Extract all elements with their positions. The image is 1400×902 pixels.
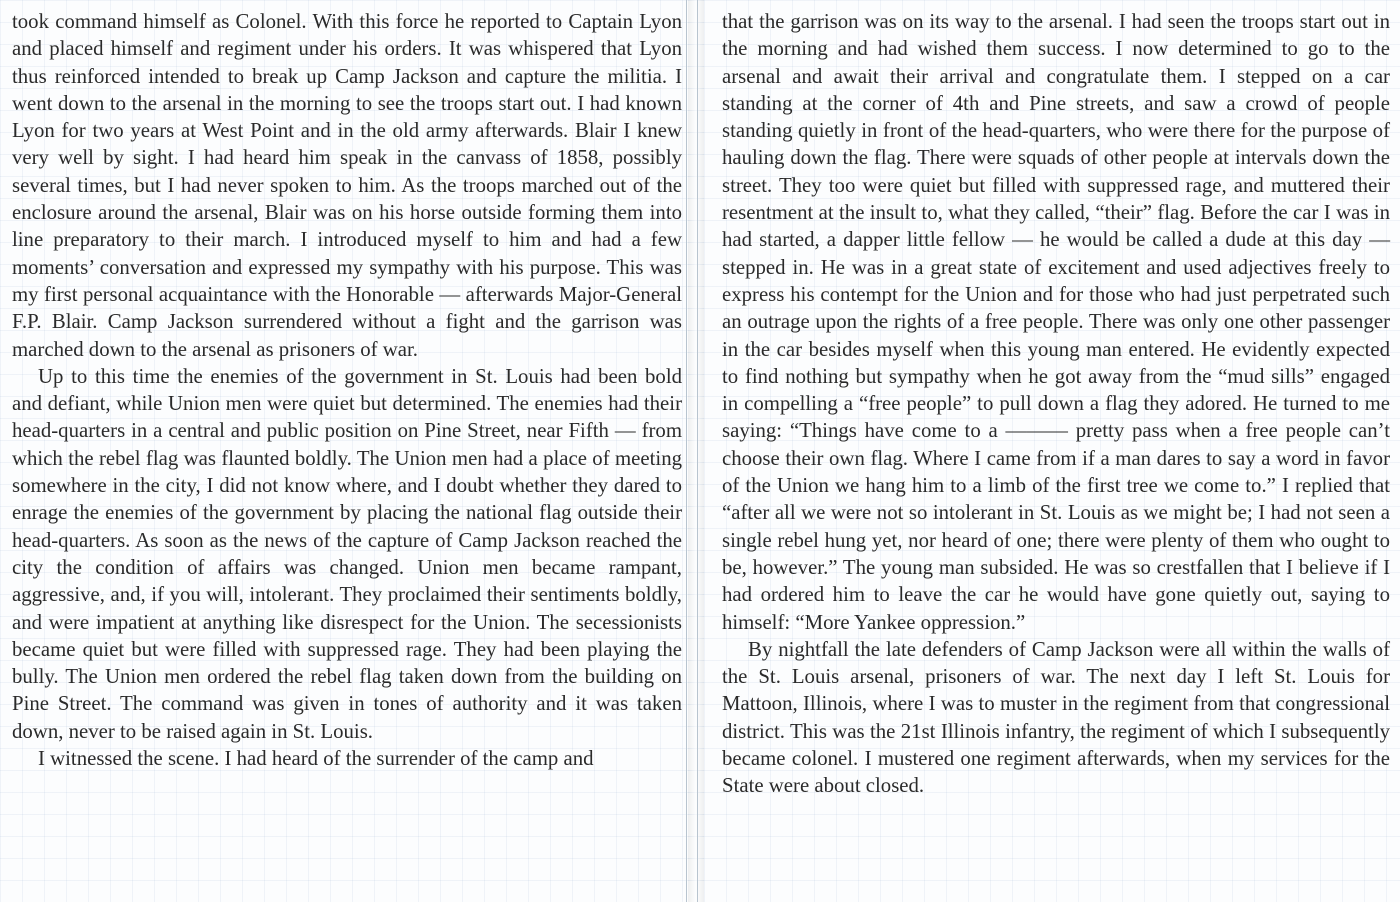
book-gutter xyxy=(688,0,704,902)
right-text-column xyxy=(722,8,1390,800)
paragraph: took command himself as Colonel. With this force he reported to Captain Lyon and placed himself and regiment under his orders. It was whispered that Lyon thus reinforced intended to break up Camp Jackson and capture the militia. I went down to the arsenal in the morning to see the troops start out. I had known Lyon for two years at West Point and in the old army afterwards. Blair I knew very well by sight. I had heard him speak in the canvass of 1858, possibly several times, but I had never spoken to him. As the troops marched out of the enclosure around the arsenal, Blair was on his horse outside forming them into line preparatory to their march. I introduced myself to him and had a few moments’ conversation and expressed my sympathy with his purpose. This was my first personal acquaintance with the Honorable — afterwards Major-General F.P. Blair. Camp Jackson surrendered without a fight and the garrison was marched down to the arsenal as prisoners of war. xyxy=(12,10,682,361)
left-text-column xyxy=(12,8,682,772)
left-page-edge xyxy=(686,0,687,902)
right-page-edge xyxy=(697,0,698,902)
paragraph: Up to this time the enemies of the government in St. Louis had been bold and defiant, while Union men were quiet but determined. The enemies had their head-quarters in a central and public position on Pine Street, near Fifth — from which the rebel flag was flaunted boldly. The Union men had a place of meeting somewhere in the city, I did not know where, and I doubt whether they dared to enrage the enemies of the government by placing the national flag outside their head-quarters. As soon as the news of the capture of Camp Jackson reached the city the condition of affairs was changed. Union men became rampant, aggressive, and, if you will, intolerant. They proclaimed their sentiments boldly, and were impatient at anything like disrespect for the Union. The secessionists became quiet but were filled with suppressed rage. They had been playing the bully. The Union men ordered the rebel flag taken down from the building on Pine Street. The command was given in tones of authority and it was taken down, never to be raised again in St. Louis. xyxy=(12,364,682,743)
paragraph: By nightfall the late defenders of Camp Jackson were all within the walls of the St. Louis arsenal, prisoners of war. The next day I left St. Louis for Mattoon, Illinois, where I was to muster in the regiment from that congressional district. This was the 21st Illinois infantry, the regiment of which I subsequently became colonel. I mustered one regiment afterwards, when my services for the State were about closed. xyxy=(722,637,1390,798)
paragraph: that the garrison was on its way to the arsenal. I had seen the troops start out in the morning and had wished them success. I now determined to go to the arsenal and await their arrival and congratulate them. I stepped on a car standing at the corner of 4th and Pine streets, and saw a crowd of people standing quietly in front of the head-quarters, who were there for the purpose of hauling down the flag. There were squads of other people at intervals down the street. They too were quiet but filled with suppressed rage, and muttered their resentment at the insult to, what they called, “their” flag. Before the car I was in had started, a dapper little fellow — he would be called a dude at this day — stepped in. He was in a great state of excitement and used adjectives freely to express his contempt for the Union and for those who had just perpetrated such an outrage upon the rights of a free people. There was only one other passenger in the car besides myself when this young man entered. He evidently expected to find nothing but sympathy when he got away from the “mud sills” engaged in compelling a “free people” to pull down a flag they adored. He turned to me saying: “Things have come to a ——— pretty pass when a free people can’t choose their own flag. Where I came from if a man dares to say a word in favor of the Union we hang him to a limb of the first tree we come to.” I replied that “after all we were not so intolerant in St. Louis as we might be; I had not seen a single rebel hung yet, nor heard of one; there were plenty of them who ought to be, however.” The young man subsided. He was so crestfallen that I believe if I had ordered him to leave the car he would have gone quietly out, saying to himself: “More Yankee oppression.” xyxy=(722,10,1390,634)
paragraph: I witnessed the scene. I had heard of the surrender of the camp and xyxy=(38,747,594,771)
